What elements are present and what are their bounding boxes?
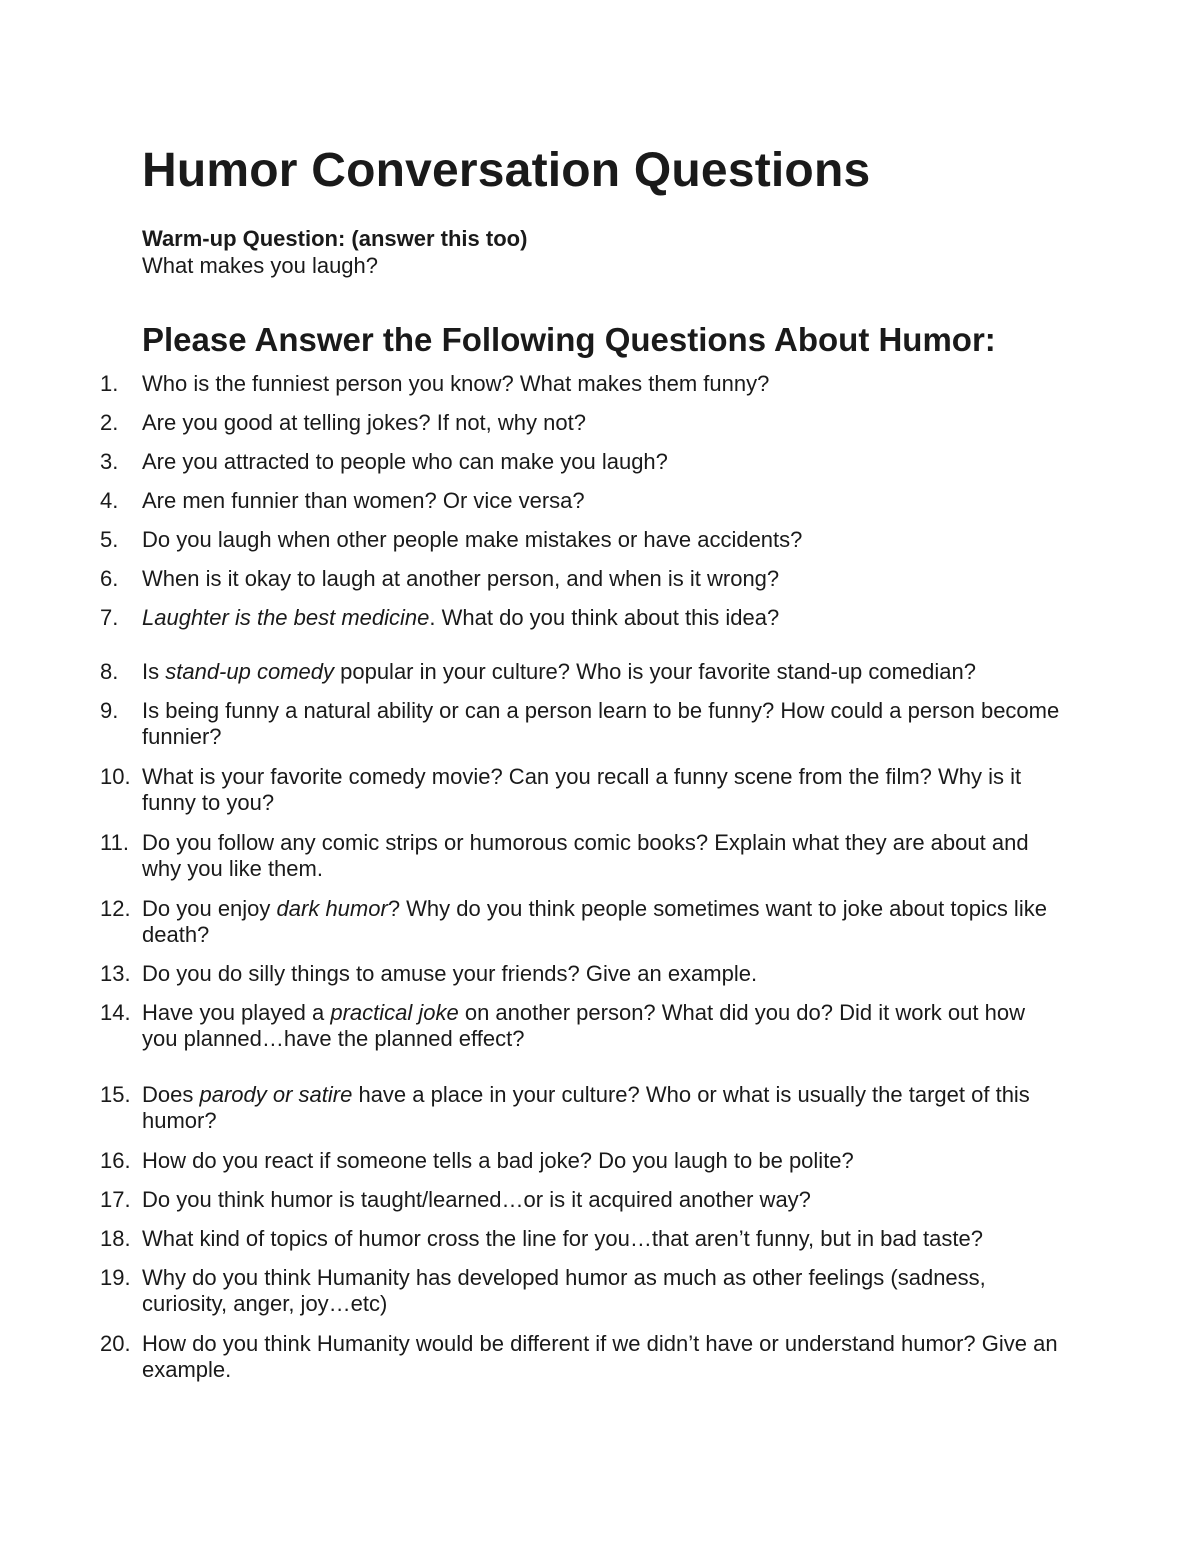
question-text [142, 449, 1060, 475]
question-text-segment: Does [142, 1082, 200, 1107]
question-text-segment: How do you react if someone tells a bad joke? Do you laugh to be polite? [142, 1148, 854, 1173]
question-text-segment: Have you played a [142, 1000, 331, 1025]
question-item [100, 566, 1060, 592]
question-text-emphasis: parody or satire [199, 1082, 353, 1107]
question-text-segment: What is your favorite comedy movie? Can you recall a funny scene from the film? Why is it funny to you? [142, 764, 1022, 815]
question-text [142, 1187, 1060, 1213]
question-item [100, 449, 1060, 475]
question-text-segment: How do you think Humanity would be different if we didn’t have or understand humor? Give an example. [142, 1331, 1058, 1382]
question-item [100, 1226, 1060, 1252]
question-text-segment: Do you think humor is taught/learned…or is it acquired another way? [142, 1187, 811, 1212]
question-text [142, 371, 1060, 397]
question-item [100, 410, 1060, 436]
question-text [142, 830, 1060, 882]
question-text [142, 527, 1060, 553]
question-text-segment: Do you follow any comic strips or humorous comic books? Explain what they are about and why you like them. [142, 830, 1029, 881]
question-item [100, 371, 1060, 397]
question-number: 7. [100, 605, 119, 630]
question-number: 13. [100, 961, 131, 986]
question-text-emphasis: stand-up comedy [165, 659, 334, 684]
question-item [100, 659, 1060, 685]
question-item [100, 488, 1060, 514]
question-text [142, 410, 1060, 436]
question-number: 3. [100, 449, 119, 474]
question-text [142, 764, 1060, 816]
question-text-segment: popular in your culture? Who is your favorite stand-up comedian? [334, 659, 977, 684]
page-title: Humor Conversation Questions [142, 144, 871, 197]
question-number: 8. [100, 659, 119, 684]
question-text-segment: ? Why do you think people sometimes want to joke about topics like death? [142, 896, 1047, 947]
question-number: 1. [100, 371, 119, 396]
question-number: 10. [100, 764, 131, 789]
question-text-segment: Are you good at telling jokes? If not, why not? [142, 410, 586, 435]
question-item [100, 961, 1060, 987]
question-number: 18. [100, 1226, 131, 1251]
question-text [142, 659, 1060, 685]
question-number: 15. [100, 1082, 131, 1107]
question-text [142, 1265, 1060, 1317]
question-item [100, 1331, 1060, 1383]
question-text-segment: Is [142, 659, 166, 684]
question-item [100, 764, 1060, 816]
question-text [142, 961, 1060, 987]
question-text-segment: Are you attracted to people who can make you laugh? [142, 449, 668, 474]
question-text-segment: have a place in your culture? Who or what is usually the target of this humor? [142, 1082, 1030, 1133]
question-text-segment: Are men funnier than women? Or vice versa? [142, 488, 585, 513]
question-text-segment: on another person? What did you do? Did it work out how you planned…have the planned effect? [142, 1000, 1025, 1051]
question-number: 17. [100, 1187, 131, 1212]
question-number: 5. [100, 527, 119, 552]
question-number: 20. [100, 1331, 131, 1356]
warmup-block [142, 225, 527, 279]
question-text [142, 1148, 1060, 1174]
question-item [100, 1148, 1060, 1174]
question-text [142, 1331, 1060, 1383]
question-text-segment: Do you laugh when other people make mistakes or have accidents? [142, 527, 803, 552]
question-item [100, 1082, 1060, 1134]
question-item [100, 1187, 1060, 1213]
question-text [142, 566, 1060, 592]
question-number: 16. [100, 1148, 131, 1173]
question-text-segment: . What do you think about this idea? [429, 605, 780, 630]
warmup-label: Warm-up Question: (answer this too) [142, 226, 528, 251]
question-text [142, 488, 1060, 514]
question-number: 6. [100, 566, 119, 591]
question-text [142, 605, 1060, 631]
section-heading: Please Answer the Following Questions About Humor: [142, 321, 996, 358]
question-text-emphasis: dark humor [276, 896, 388, 921]
question-item [100, 1000, 1060, 1052]
question-text [142, 1082, 1060, 1134]
question-item [100, 527, 1060, 553]
question-number: 12. [100, 896, 131, 921]
question-text [142, 1000, 1060, 1052]
question-text-segment: When is it okay to laugh at another person, and when is it wrong? [142, 566, 780, 591]
question-number: 14. [100, 1000, 131, 1025]
warmup-question: What makes you laugh? [142, 253, 379, 278]
question-text-segment: Do you do silly things to amuse your friends? Give an example. [142, 961, 758, 986]
question-text-emphasis: practical joke [330, 1000, 459, 1025]
question-text [142, 1226, 1060, 1252]
question-item [100, 830, 1060, 882]
question-text-emphasis: Laughter is the best medicine [142, 605, 430, 630]
question-number: 2. [100, 410, 119, 435]
question-item [100, 698, 1060, 750]
question-text-segment: Why do you think Humanity has developed humor as much as other feelings (sadness, curiosity, anger, joy…etc) [142, 1265, 986, 1316]
question-item [100, 1265, 1060, 1317]
question-number: 11. [100, 830, 129, 855]
question-number: 19. [100, 1265, 131, 1290]
question-number: 4. [100, 488, 119, 513]
question-text-segment: Who is the funniest person you know? What makes them funny? [142, 371, 770, 396]
question-text [142, 896, 1060, 948]
question-text-segment: Is being funny a natural ability or can a person learn to be funny? How could a person become funnier? [142, 698, 1060, 749]
question-item [100, 896, 1060, 948]
question-item [100, 605, 1060, 631]
question-text-segment: What kind of topics of humor cross the line for you…that aren’t funny, but in bad taste? [142, 1226, 983, 1251]
question-text [142, 698, 1060, 750]
question-text-segment: Do you enjoy [142, 896, 277, 921]
question-number: 9. [100, 698, 119, 723]
